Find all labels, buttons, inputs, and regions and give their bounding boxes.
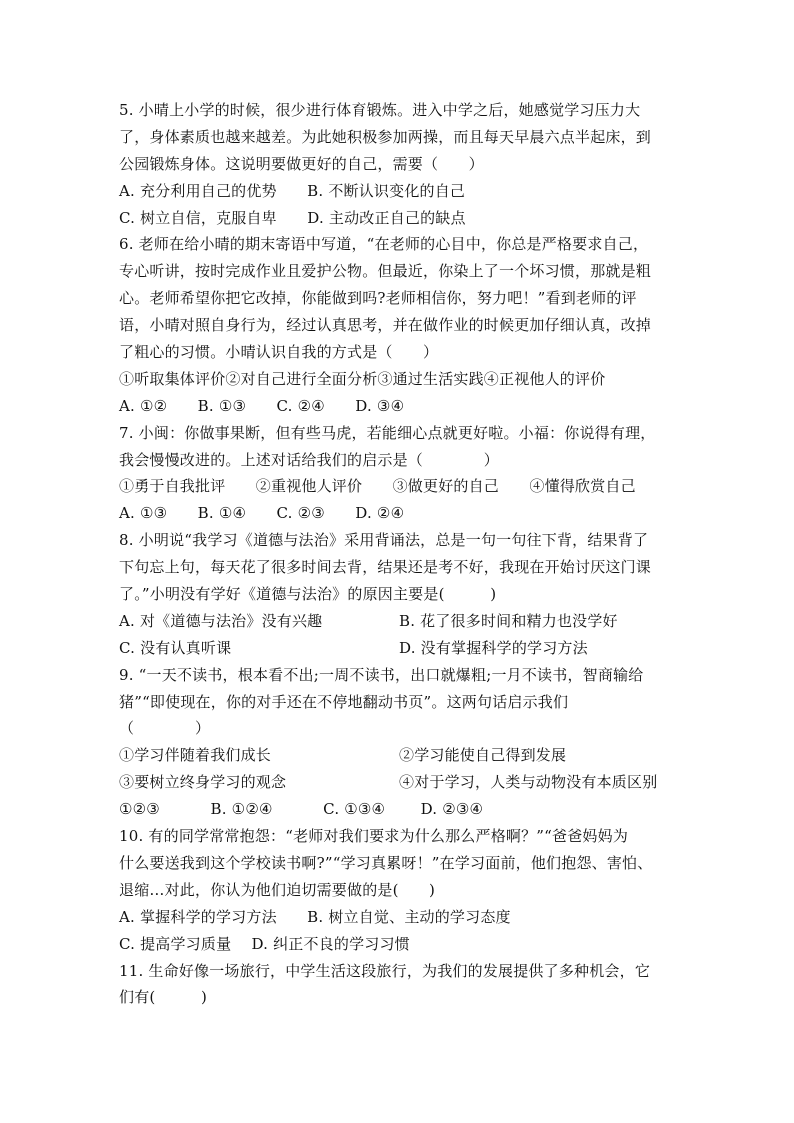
statement-1: ①学习伴随着我们成长 — [119, 746, 272, 765]
answer-options: A. 掌握科学的学习方法 B. 树立自觉、主动的学习态度 — [119, 907, 511, 926]
question-10 — [119, 823, 679, 957]
answer-options: A. ①③ B. ①④ C. ②③ D. ②④ — [119, 504, 405, 523]
question-text: 语，小晴对照自身行为，经过认真思考，并在做作业的时候更加仔细认真，改掉 — [119, 316, 652, 335]
answer-options-row — [119, 608, 679, 635]
statement-2: ②学习能使自己得到发展 — [399, 746, 567, 765]
statement-4: ④对于学习，人类与动物没有本质区别 — [399, 773, 658, 792]
question-text: 我会慢慢改进的。上述对话给我们的启示是（ ） — [119, 450, 500, 469]
answer-options: C. 树立自信，克服自卑 D. 主动改正自己的缺点 — [119, 208, 466, 227]
question-text: 6. 老师在给小晴的期末寄语中写道，“在老师的心目中，你总是严格要求自己， — [119, 235, 649, 254]
question-text: 什么要送我到这个学校读书啊?”“学习真累呀！”在学习面前，他们抱怨、害怕、 — [119, 853, 653, 872]
question-text: 了，身体素质也越来越差。为此她积极参加两操，而且每天早晨六点半起床，到 — [119, 127, 652, 146]
answer-blank: （ ） — [119, 719, 211, 738]
question-list — [119, 97, 679, 1011]
question-text: 公园锻炼身体。这说明要做更好的自己，需要（ ） — [119, 154, 484, 173]
answer-options: ①②③ B. ①②④ C. ①③④ D. ②③④ — [119, 800, 484, 819]
option-b: B. 花了很多时间和精力也没学好 — [399, 611, 618, 630]
question-text: 心。老师希望你把它改掉，你能做到吗?老师相信你，努力吧！”看到老师的评 — [119, 289, 637, 308]
question-text: 猪”“即使现在，你的对手还在不停地翻动书页”。这两句话启示我们 — [119, 692, 569, 711]
question-8 — [119, 527, 679, 661]
question-7 — [119, 420, 679, 528]
statement-list: ①勇于自我批评 ②重视他人评价 ③做更好的自己 ④懂得欣赏自己 — [119, 477, 636, 496]
answer-options: A. 充分利用自己的优势 B. 不断认识变化的自己 — [119, 181, 466, 200]
question-5 — [119, 97, 679, 231]
question-6 — [119, 231, 679, 419]
statement-row — [119, 742, 679, 769]
question-text: 7. 小闽：你做事果断，但有些马虎，若能细心点就更好啦。小福：你说得有理， — [119, 423, 656, 442]
question-text: 11. 生命好像一场旅行，中学生活这段旅行，为我们的发展提供了多种机会，它 — [119, 961, 651, 980]
statement-row — [119, 769, 679, 796]
question-text: 8. 小明说“我学习《道德与法治》采用背诵法，总是一句一句往下背，结果背了 — [119, 531, 649, 550]
question-text: 10. 有的同学常常抱怨：“老师对我们要求为什么那么严格啊？”“爸爸妈妈为 — [119, 827, 629, 846]
question-11 — [119, 958, 679, 1012]
statement-3: ③要树立终身学习的观念 — [119, 773, 287, 792]
question-text: 5. 小晴上小学的时候，很少进行体育锻炼。进入中学之后，她感觉学习压力大 — [119, 101, 641, 119]
question-text: 专心听讲，按时完成作业且爱护公物。但最近，你染上了一个坏习惯，那就是粗 — [119, 262, 652, 281]
statement-list: ①听取集体评价②对自己进行全面分析③通过生活实践④正视他人的评价 — [119, 369, 606, 388]
question-text: 下句忘上句，每天花了很多时间去背，结果还是考不好，我现在开始讨厌这门课 — [119, 558, 652, 577]
option-c: C. 没有认真听课 — [119, 638, 232, 657]
option-a: A. 对《道德与法治》没有兴趣 — [119, 611, 323, 630]
question-9 — [119, 662, 679, 823]
question-text: 们有( ) — [119, 988, 208, 1007]
question-text: 9. “一天不读书，根本看不出;一周不读书，出口就爆粗;一月不读书，智商输给 — [119, 665, 644, 684]
option-d: D. 没有掌握科学的学习方法 — [399, 638, 588, 657]
question-text: 了粗心的习惯。小晴认识自我的方式是（ ） — [119, 343, 439, 362]
answer-options: A. ①② B. ①③ C. ②④ D. ③④ — [119, 396, 405, 415]
question-text: 了。”小明没有学好《道德与法治》的原因主要是( ) — [119, 585, 497, 604]
answer-options-row — [119, 635, 679, 662]
question-text: 退缩…对此，你认为他们迫切需要做的是( ) — [119, 880, 436, 899]
answer-options: C. 提高学习质量 D. 纠正不良的学习习惯 — [119, 934, 410, 953]
